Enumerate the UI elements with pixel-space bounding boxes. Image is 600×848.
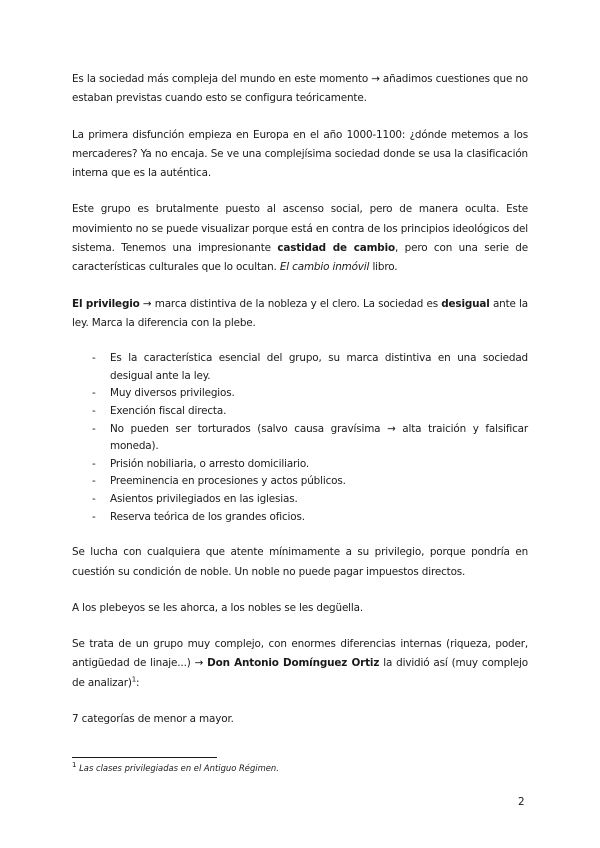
list-item: - Es la característica esencial del grupo, su marca distintiva en una sociedad desigual ante la ley. [72,350,528,385]
list-item: - Preeminencia en procesiones y actos públicos. [72,473,528,491]
list-item: - No pueden ser torturados (salvo causa gravísima → alta traición y falsificar moneda). [72,421,528,456]
list-item: - Muy diversos privilegios. [72,385,528,403]
document-body [72,70,528,729]
list-item: - Asientos privilegiados en las iglesias. [72,491,528,509]
bold-el-privilegio: El privilegio [72,297,140,310]
book-title: El cambio inmóvil [279,261,370,274]
paragraph-privilege: El privilegio → marca distintiva de la nobleza y el clero. La sociedad es desigual ante la ley. Marca la diferencia con la plebe. [72,297,528,329]
bold-castidad-de-cambio: castidad de cambio [277,242,395,255]
list-item: - Reserva teórica de los grandes oficios. [72,509,528,527]
bold-author-name: Don Antonio Domínguez Ortiz [207,657,380,670]
bold-desigual: desigual [441,297,490,310]
footnote-divider [72,757,217,758]
list-item: - Exención fiscal directa. [72,403,528,421]
footnote-number: 1 [72,761,77,770]
paragraph-first-dysfunction: La primera disfunción empieza en Europa en el año 1000-1100: ¿dónde metemos a los mercaderes? Ya no encaja. Se ve una complejísima sociedad donde se usa la clasificación interna que es la auténtica. [72,128,528,180]
list-item: - Prisión nobiliaria, o arresto domiciliario. [72,456,528,474]
paragraph-complexity: Es la sociedad más compleja del mundo en este momento → añadimos cuestiones que no estaban previstas cuando esto se configura teóricamente. [72,73,528,105]
paragraph-defense-of-privilege: Se lucha con cualquiera que atente mínimamente a su privilegio, porque pondría en cuestión su condición de noble. Un noble no puede pagar impuestos directos. [72,546,528,578]
privileges-list [72,350,528,526]
paragraph-execution: A los plebeyos se les ahorca, a los nobles se les degüella. [72,601,364,614]
footnote [72,763,279,774]
paragraph-social-ascent: Este grupo es brutalmente puesto al ascenso social, pero de manera oculta. Este movimiento no se puede visualizar porque está en contra de los principios ideológicos del sistema. Tenemos una impresionante castidad de cambio, pero con una serie de características culturales que lo ocultan. El cambio inmóvil libro. [72,203,528,274]
page-number: 2 [518,796,525,808]
paragraph-complex-group: Se trata de un grupo muy complejo, con enormes diferencias internas (riqueza, poder, antigüedad de linaje...) → Don Antonio Domínguez Ortiz la dividió así (muy complejo de analizar)$^1$: [72,638,528,689]
footnote-reference[interactable]: 1 [131,675,137,684]
footnote-text: Las clases privilegiadas en el Antiguo Régimen. [79,763,279,773]
paragraph-categories: 7 categorías de menor a mayor. [72,712,234,725]
